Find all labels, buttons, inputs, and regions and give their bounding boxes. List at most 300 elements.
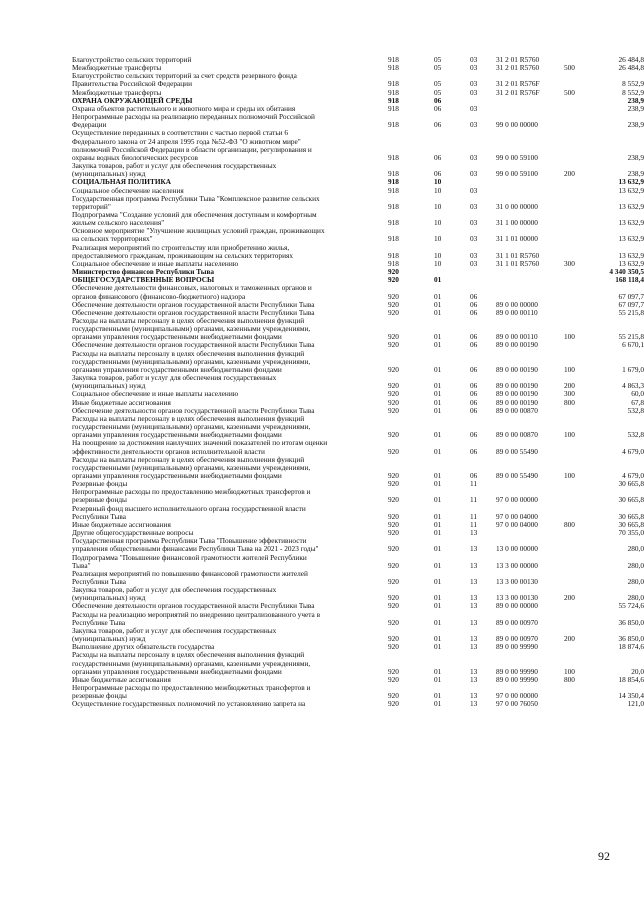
- row-name: Подпрограмма "Создание условий для обеспечения доступным и комфортным: [72, 209, 317, 219]
- row-section-code: [420, 72, 464, 80]
- row-subsection-code: [464, 227, 496, 235]
- row-section-code: 01: [434, 389, 442, 399]
- row-subsection-code: 13: [470, 666, 478, 676]
- row-amount: 280,0: [627, 577, 644, 586]
- row-ved-code: [384, 350, 420, 358]
- row-section-code: 10: [434, 201, 442, 211]
- row-section-code: 01: [434, 634, 442, 644]
- row-subsection-code: [464, 138, 496, 146]
- row-section-code: [420, 268, 464, 276]
- row-subsection-code: 06: [470, 364, 478, 374]
- row-amount: 13 632,9: [618, 185, 644, 195]
- row-name: Республике Тыва: [72, 617, 126, 627]
- row-ved-code: [384, 138, 420, 146]
- row-target-article: 31 2 01 R576F: [496, 79, 540, 89]
- row-name: Расходы на выплаты персоналу в целях обеспечения выполнения функций: [72, 454, 305, 464]
- row-ved-code: 920: [388, 364, 399, 374]
- row-name: На поощрение за достижения наилучших значений показателей по итогам оценки: [72, 438, 328, 448]
- row-amount: 20,0: [631, 666, 644, 676]
- row-subsection-code: [464, 464, 496, 472]
- row-expense-type: [564, 211, 592, 219]
- row-ved-code: 920: [388, 381, 399, 391]
- row-amount: 238,9: [627, 103, 644, 113]
- row-target-article: 31 2 01 R5760: [496, 55, 540, 64]
- row-target-article: 89 0 00 00190: [496, 389, 538, 399]
- row-name: (муниципальных) нужд: [72, 593, 146, 603]
- row-name: органами управления государственными внебюджетными фондами: [72, 332, 282, 342]
- row-amount: 238,9: [627, 120, 644, 130]
- row-section-code: 06: [434, 103, 442, 113]
- row-ved-code: 920: [388, 634, 399, 644]
- row-name: полномочий Российской Федерации в области организации, регулирования и: [72, 144, 312, 154]
- row-expense-type: 800: [564, 397, 575, 407]
- row-amount: 13 632,9: [618, 250, 644, 260]
- row-expense-type: [564, 505, 592, 513]
- row-ved-code: 918: [388, 55, 399, 64]
- row-section-code: 06: [434, 95, 442, 105]
- row-target-article: [496, 350, 564, 358]
- row-ved-code: 918: [388, 250, 399, 260]
- row-ved-code: 920: [388, 593, 399, 603]
- row-target-article: 99 0 00 59100: [496, 169, 538, 179]
- row-name: Осуществление государственных полномочий по установлению запрета на: [72, 699, 306, 709]
- row-section-code: [420, 325, 464, 333]
- row-subsection-code: 03: [470, 258, 478, 268]
- row-ved-code: 918: [388, 234, 399, 244]
- row-section-code: [420, 684, 464, 692]
- row-subsection-code: 13: [470, 634, 478, 644]
- row-expense-type: [564, 456, 592, 464]
- row-subsection-code: 06: [470, 397, 478, 407]
- row-subsection-code: [464, 586, 496, 594]
- row-name: органами управления государственными внебюджетными фондами: [72, 364, 282, 374]
- row-name: Республики Тыва: [72, 577, 127, 586]
- row-amount: 4 863,3: [622, 381, 644, 391]
- row-expense-type: [564, 611, 592, 619]
- row-target-article: 89 0 00 99990: [496, 674, 538, 684]
- row-target-article: 99 0 00 00000: [496, 120, 538, 130]
- row-ved-code: 920: [388, 332, 399, 342]
- row-expense-type: [564, 554, 592, 562]
- row-target-article: 89 0 00 00110: [496, 332, 538, 342]
- row-name: Социальное обеспечение и иные выплаты населению: [72, 258, 239, 268]
- row-amount: 14 350,4: [618, 691, 644, 701]
- row-subsection-code: 13: [470, 593, 478, 603]
- row-section-code: 01: [434, 691, 442, 701]
- row-section-code: 01: [434, 332, 442, 342]
- row-subsection-code: 06: [470, 307, 478, 317]
- row-expense-type: [564, 651, 592, 659]
- row-ved-code: 920: [388, 699, 399, 709]
- row-amount: 36 850,0: [618, 617, 644, 627]
- row-target-article: 31 2 01 R576F: [496, 87, 540, 97]
- row-expense-type: 800: [564, 674, 575, 684]
- row-expense-type: 500: [564, 87, 575, 97]
- row-expense-type: [564, 195, 592, 203]
- row-target-article: 97 0 00 76050: [496, 699, 538, 709]
- row-ved-code: 920: [388, 666, 399, 676]
- row-subsection-code: [464, 211, 496, 219]
- row-subsection-code: [464, 113, 496, 121]
- row-target-article: 89 0 00 00000: [496, 601, 538, 611]
- row-expense-type: 200: [564, 593, 575, 603]
- row-name: Закупка товаров, работ и услуг для обеспечения государственных: [72, 161, 277, 171]
- row-target-article: 89 0 00 00970: [496, 634, 538, 644]
- row-section-code: 06: [434, 120, 442, 130]
- row-ved-code: 920: [388, 389, 399, 399]
- row-amount: 70 355,0: [618, 528, 644, 538]
- row-expense-type: [564, 72, 592, 80]
- row-ved-code: 920: [388, 544, 399, 554]
- row-name: Реализация мероприятий по повышению финансовой грамотности жителей: [72, 568, 308, 578]
- row-expense-type: [564, 317, 592, 325]
- row-name: органов финансового (финансово-бюджетного) надзора: [72, 291, 246, 301]
- row-expense-type: [564, 578, 592, 586]
- row-section-code: [420, 227, 464, 235]
- row-amount: [592, 138, 644, 146]
- row-subsection-code: [464, 129, 496, 137]
- row-expense-type: [564, 219, 592, 227]
- row-amount: 13 632,9: [618, 218, 644, 228]
- row-section-code: 06: [434, 152, 442, 162]
- row-name: Непрограммные расходы по предоставлению межбюджетных трансфертов и: [72, 487, 311, 497]
- row-ved-code: 920: [388, 397, 399, 407]
- row-section-code: 01: [434, 511, 442, 521]
- row-amount: 280,0: [627, 544, 644, 554]
- row-subsection-code: [464, 660, 496, 668]
- row-subsection-code: 13: [470, 691, 478, 701]
- row-subsection-code: 03: [470, 185, 478, 195]
- table-row: [72, 505, 644, 513]
- row-subsection-code: [464, 146, 496, 154]
- row-section-code: [420, 660, 464, 668]
- row-subsection-code: 03: [470, 120, 478, 130]
- row-name: ОХРАНА ОКРУЖАЮЩЕЙ СРЕДЫ: [72, 95, 193, 105]
- row-amount: [592, 456, 644, 464]
- row-ved-code: 918: [388, 87, 399, 97]
- table-row: [72, 611, 644, 619]
- row-section-code: [420, 211, 464, 219]
- row-ved-code: 918: [388, 79, 399, 89]
- row-name: предоставляемого гражданам, проживающим на сельских территориях: [72, 250, 293, 260]
- row-ved-code: 920: [388, 642, 399, 652]
- row-section-code: 01: [434, 642, 442, 652]
- row-amount: 55 724,6: [618, 601, 644, 611]
- row-subsection-code: [464, 684, 496, 692]
- row-ved-code: 918: [388, 169, 399, 179]
- row-target-article: 31 2 01 R5760: [496, 63, 540, 73]
- row-amount: 6 670,1: [622, 340, 644, 350]
- row-ved-code: 920: [388, 495, 399, 505]
- row-name: Федерального закона от 24 апреля 1995 года №52-ФЗ "О животном мире": [72, 136, 301, 146]
- row-expense-type: [564, 227, 592, 235]
- row-section-code: 01: [434, 528, 442, 538]
- row-name: Межбюджетные трансферты: [72, 63, 162, 73]
- row-section-code: 05: [434, 63, 442, 73]
- row-expense-type: 100: [564, 332, 575, 342]
- row-expense-type: [564, 301, 592, 309]
- row-name: Основное мероприятие "Улучшение жилищных условий граждан, проживающих: [72, 226, 325, 236]
- row-section-code: [420, 627, 464, 635]
- row-amount: 532,8: [627, 405, 644, 415]
- row-target-article: 97 0 00 00000: [496, 691, 538, 701]
- row-target-article: 97 0 00 04000: [496, 511, 538, 521]
- row-ved-code: [384, 317, 420, 325]
- row-ved-code: 920: [388, 511, 399, 521]
- row-section-code: 01: [434, 446, 442, 456]
- row-subsection-code: 03: [470, 103, 478, 113]
- row-section-code: 01: [434, 307, 442, 317]
- row-name: Республики Тыва: [72, 511, 127, 521]
- row-section-code: 01: [434, 340, 442, 350]
- row-section-code: [420, 611, 464, 619]
- row-name: Резервные фонды: [72, 479, 128, 489]
- row-subsection-code: 13: [470, 642, 478, 652]
- row-name: Охрана объектов растительного и животного мира и среды их обитания: [72, 103, 296, 113]
- row-ved-code: 920: [388, 307, 399, 317]
- row-name: Социальное обеспечение населения: [72, 185, 184, 195]
- row-name: ОБЩЕГОСУДАРСТВЕННЫЕ ВОПРОСЫ: [72, 275, 215, 285]
- row-target-article: [496, 129, 564, 137]
- row-expense-type: 200: [564, 169, 575, 179]
- row-ved-code: 920: [388, 528, 399, 538]
- row-target-article: [496, 268, 564, 276]
- row-subsection-code: [464, 439, 496, 447]
- page-number: 92: [598, 849, 610, 863]
- row-name: Федерации: [72, 120, 107, 130]
- row-ved-code: 920: [388, 267, 399, 277]
- table-row: [72, 195, 644, 203]
- row-amount: 18 874,6: [618, 642, 644, 652]
- row-name: Иные бюджетные ассигнования: [72, 674, 171, 684]
- row-section-code: 01: [434, 577, 442, 586]
- row-amount: 55 215,8: [618, 307, 644, 317]
- row-subsection-code: 06: [470, 470, 478, 480]
- row-name: Обеспечение деятельности органов государственной власти Республики Тыва: [72, 405, 315, 415]
- row-section-code: [420, 537, 464, 545]
- row-subsection-code: 03: [470, 234, 478, 244]
- row-subsection-code: 13: [470, 699, 478, 709]
- row-section-code: 01: [434, 479, 442, 489]
- row-section-code: 01: [434, 666, 442, 676]
- row-subsection-code: [464, 627, 496, 635]
- row-amount: 30 665,8: [618, 495, 644, 505]
- row-target-article: 89 0 00 00190: [496, 381, 538, 391]
- row-target-article: [496, 97, 564, 105]
- row-subsection-code: 11: [470, 519, 478, 529]
- row-ved-code: 920: [388, 446, 399, 456]
- row-subsection-code: [464, 162, 496, 170]
- row-amount: 238,9: [627, 152, 644, 162]
- row-subsection-code: 06: [470, 332, 478, 342]
- row-section-code: 10: [434, 185, 442, 195]
- row-subsection-code: 06: [470, 430, 478, 440]
- row-target-article: 13 3 00 00000: [496, 560, 538, 570]
- row-ved-code: 920: [388, 470, 399, 480]
- row-expense-type: [564, 415, 592, 423]
- row-section-code: 01: [434, 470, 442, 480]
- row-ved-code: 920: [388, 340, 399, 350]
- row-subsection-code: [464, 651, 496, 659]
- row-name: органами управления государственными внебюджетными фондами: [72, 666, 282, 676]
- row-section-code: 01: [434, 397, 442, 407]
- row-expense-type: 500: [564, 63, 575, 73]
- row-section-code: [420, 113, 464, 121]
- row-target-article: 89 0 00 00000: [496, 299, 538, 309]
- row-expense-type: [564, 235, 592, 243]
- row-subsection-code: 03: [470, 250, 478, 260]
- row-expense-type: [564, 293, 592, 301]
- row-amount: [592, 350, 644, 358]
- row-subsection-code: 03: [470, 87, 478, 97]
- row-amount: 280,0: [627, 593, 644, 603]
- row-name: Благоустройство сельских территорий: [72, 55, 192, 64]
- row-amount: 26 484,8: [618, 63, 644, 73]
- row-ved-code: 918: [388, 258, 399, 268]
- row-subsection-code: [464, 97, 496, 105]
- row-amount: 238,9: [627, 169, 644, 179]
- row-ved-code: 920: [388, 560, 399, 570]
- row-section-code: [420, 162, 464, 170]
- row-subsection-code: 03: [470, 152, 478, 162]
- row-target-article: 13 3 00 00130: [496, 593, 538, 603]
- row-target-article: 89 0 00 00870: [496, 405, 538, 415]
- row-subsection-code: 06: [470, 381, 478, 391]
- table-row: [72, 374, 644, 382]
- row-expense-type: [564, 244, 592, 252]
- row-name: Межбюджетные трансферты: [72, 87, 162, 97]
- row-expense-type: [564, 129, 592, 137]
- row-section-code: [420, 570, 464, 578]
- row-section-code: [420, 284, 464, 292]
- row-expense-type: [564, 203, 592, 211]
- row-target-article: 89 0 00 99990: [496, 666, 538, 676]
- row-section-code: 05: [434, 55, 442, 64]
- row-section-code: [420, 439, 464, 447]
- table-row: [72, 700, 644, 708]
- row-target-article: [496, 317, 564, 325]
- row-amount: 4 679,0: [622, 470, 644, 480]
- row-target-article: [496, 415, 564, 423]
- row-amount: 26 484,8: [618, 55, 644, 64]
- row-amount: 121,0: [627, 699, 644, 709]
- row-subsection-code: [464, 317, 496, 325]
- row-ved-code: 920: [388, 617, 399, 627]
- row-name: Тыва": [72, 560, 91, 570]
- row-subsection-code: [464, 72, 496, 80]
- row-target-article: 31 1 01 00000: [496, 234, 538, 244]
- row-subsection-code: 13: [470, 560, 478, 570]
- row-expense-type: [564, 268, 592, 276]
- table-row: [72, 227, 644, 235]
- row-subsection-code: 11: [470, 511, 478, 521]
- row-amount: 13 632,9: [618, 201, 644, 211]
- row-ved-code: 920: [388, 691, 399, 701]
- row-expense-type: [564, 178, 592, 186]
- row-expense-type: [564, 480, 592, 488]
- table-row: [72, 586, 644, 594]
- row-expense-type: [564, 284, 592, 292]
- table-row: [72, 162, 644, 170]
- row-expense-type: 300: [564, 258, 575, 268]
- row-target-article: 89 0 00 00970: [496, 617, 538, 627]
- row-expense-type: [564, 537, 592, 545]
- row-target-article: 13 0 00 00000: [496, 544, 538, 554]
- row-section-code: 01: [434, 381, 442, 391]
- row-amount: 36 850,0: [618, 634, 644, 644]
- row-name: органами управления государственными внебюджетными фондами: [72, 430, 282, 440]
- row-subsection-code: 11: [470, 495, 478, 505]
- row-target-article: 89 0 00 00190: [496, 397, 538, 407]
- row-section-code: [420, 138, 464, 146]
- row-expense-type: [564, 570, 592, 578]
- row-amount: 4 340 350,5: [609, 267, 644, 277]
- row-expense-type: 200: [564, 381, 575, 391]
- row-subsection-code: [464, 488, 496, 496]
- row-name: Подпрограмма "Повышение финансовой грамотности жителей Республики: [72, 552, 307, 562]
- row-name: Иные бюджетные ассигнования: [72, 397, 171, 407]
- row-name: СОЦИАЛЬНАЯ ПОЛИТИКА: [72, 177, 172, 187]
- row-target-article: 31 1 01 R5760: [496, 258, 540, 268]
- row-section-code: 10: [434, 258, 442, 268]
- row-section-code: [420, 415, 464, 423]
- row-ved-code: 920: [388, 275, 399, 285]
- row-section-code: [420, 488, 464, 496]
- row-name: территорий": [72, 201, 111, 211]
- table-row: [72, 472, 644, 480]
- row-name: Непрограммные расходы на реализацию переданных полномочий Российской: [72, 112, 315, 122]
- row-name: Расходы на реализацию мероприятий по внедрению централизованного учета в: [72, 609, 321, 619]
- row-expense-type: 100: [564, 470, 575, 480]
- row-name: Расходы на выплаты персоналу в целях обеспечения выполнения функций: [72, 348, 305, 358]
- row-amount: 8 552,9: [622, 79, 644, 89]
- row-section-code: [420, 195, 464, 203]
- row-subsection-code: 06: [470, 446, 478, 456]
- row-target-article: 89 0 00 55490: [496, 446, 538, 456]
- row-section-code: 01: [434, 593, 442, 603]
- row-name: Государственная программа Республики Тыва "Комплексное развитие сельских: [72, 193, 320, 203]
- row-ved-code: 920: [388, 577, 399, 586]
- row-target-article: 89 0 00 00110: [496, 307, 538, 317]
- row-expense-type: [564, 113, 592, 121]
- row-target-article: 89 0 00 99990: [496, 642, 538, 652]
- row-amount: [592, 129, 644, 137]
- row-subsection-code: 03: [470, 201, 478, 211]
- row-subsection-code: [464, 554, 496, 562]
- row-amount: 8 552,9: [622, 87, 644, 97]
- row-amount: 1 679,0: [622, 364, 644, 374]
- row-amount: 13 632,9: [618, 234, 644, 244]
- row-subsection-code: [464, 505, 496, 513]
- row-subsection-code: [464, 325, 496, 333]
- budget-table: [72, 56, 644, 709]
- row-amount: 532,8: [627, 430, 644, 440]
- row-subsection-code: [464, 537, 496, 545]
- row-expense-type: [564, 496, 592, 504]
- row-subsection-code: [464, 423, 496, 431]
- row-target-article: [496, 529, 564, 537]
- row-name: (муниципальных) нужд: [72, 381, 146, 391]
- row-subsection-code: 13: [470, 674, 478, 684]
- row-expense-type: [564, 105, 592, 113]
- row-name: резервные фонды: [72, 495, 127, 505]
- row-section-code: 01: [434, 495, 442, 505]
- row-section-code: 01: [434, 560, 442, 570]
- row-section-code: [420, 244, 464, 252]
- row-expense-type: [564, 138, 592, 146]
- row-subsection-code: [464, 456, 496, 464]
- row-name: (муниципальных) нужд: [72, 634, 146, 644]
